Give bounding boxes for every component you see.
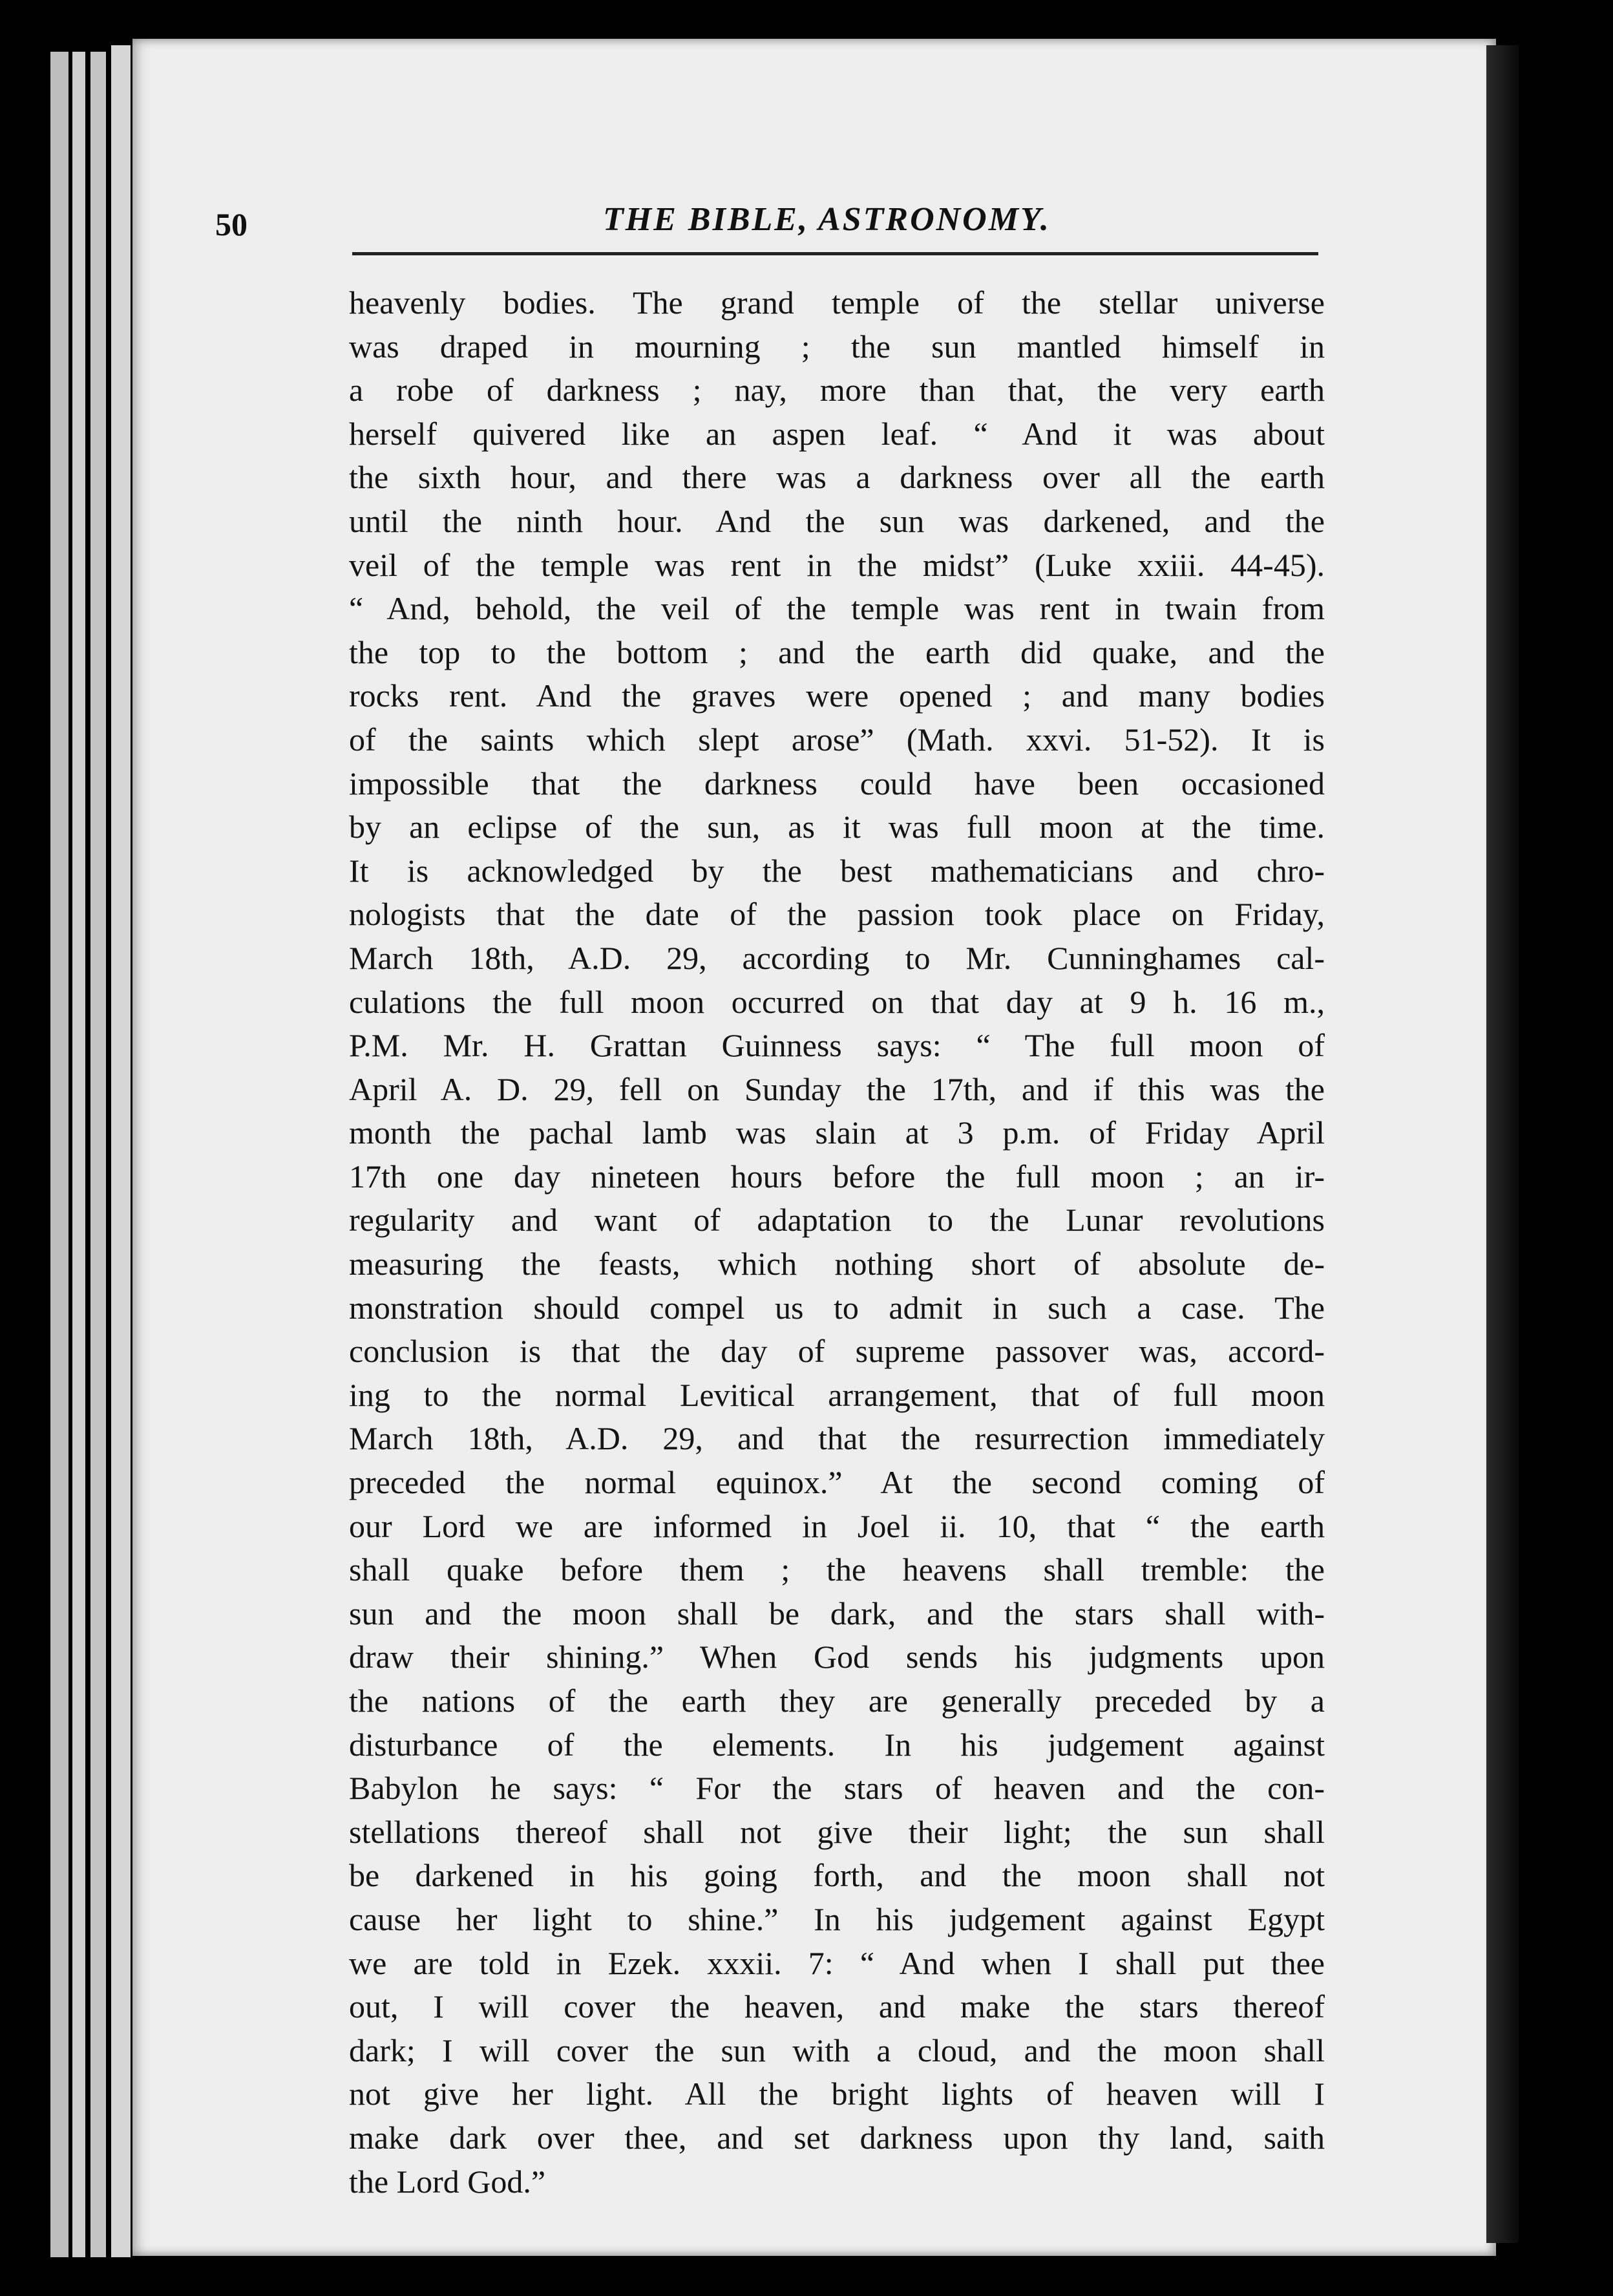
text-line: regularity and want of adaptation to the Lunar revolutions <box>349 1202 1325 1238</box>
text-line: was draped in mourning ; the sun mantled himself in <box>349 328 1325 365</box>
text-line: 17th one day nineteen hours before the full moon ; an ir- <box>349 1158 1325 1195</box>
text-line: stellations thereof shall not give their light; the sun shall <box>349 1813 1325 1850</box>
text-line: It is acknowledged by the best mathematicians and chro- <box>349 852 1325 889</box>
text-line: month the pachal lamb was slain at 3 p.m. of Friday April <box>349 1114 1325 1151</box>
text-line: draw their shining.” When God sends his judgments upon <box>349 1639 1325 1675</box>
page-edge <box>72 52 85 2257</box>
text-line: cause her light to shine.” In his judgement against Egypt <box>349 1900 1325 1937</box>
text-line: April A. D. 29, fell on Sunday the 17th, and if this was the <box>349 1070 1325 1107</box>
text-line: herself quivered like an aspen leaf. “ And it was about <box>349 415 1325 452</box>
text-line: not give her light. All the bright lights of heaven will I <box>349 2076 1325 2112</box>
text-line: the nations of the earth they are generally preceded by a <box>349 1683 1325 1719</box>
text-line: disturbance of the elements. In his judgement against <box>349 1726 1325 1763</box>
text-line: monstration should compel us to admit in such a case. The <box>349 1289 1325 1326</box>
text-line: out, I will cover the heaven, and make the stars thereof <box>349 1988 1325 2025</box>
text-line: impossible that the darkness could have been occasioned <box>349 765 1325 802</box>
text-line: nologists that the date of the passion took place on Friday, <box>349 896 1325 933</box>
text-line: be darkened in his going forth, and the moon shall not <box>349 1857 1325 1894</box>
text-line: the Lord God.” <box>349 2163 546 2200</box>
page-number: 50 <box>215 206 248 242</box>
text-line: dark; I will cover the sun with a cloud, and the moon shall <box>349 2032 1325 2068</box>
running-title: THE BIBLE, ASTRONOMY. <box>603 201 1051 238</box>
text-line: by an eclipse of the sun, as it was full moon at the time. <box>349 809 1325 845</box>
text-line: March 18th, A.D. 29, according to Mr. Cunninghames cal- <box>349 939 1325 976</box>
text-line: until the ninth hour. And the sun was darkened, and the <box>349 502 1325 539</box>
running-head <box>215 194 1340 246</box>
text-line: rocks rent. And the graves were opened ; and many bodies <box>349 677 1325 714</box>
text-line: sun and the moon shall be dark, and the stars shall with- <box>349 1595 1325 1632</box>
page-edge <box>111 45 131 2257</box>
text-line: a robe of darkness ; nay, more than that, the very earth <box>349 372 1325 409</box>
text-line: P.M. Mr. H. Grattan Guinness says: “ The full moon of <box>349 1027 1325 1064</box>
body-text <box>349 281 1325 2204</box>
text-line: March 18th, A.D. 29, and that the resurrection immediately <box>349 1420 1325 1457</box>
text-line: Babylon he says: “ For the stars of heaven and the con- <box>349 1770 1325 1807</box>
text-line: the sixth hour, and there was a darkness over all the earth <box>349 459 1325 496</box>
text-line: of the saints which slept arose” (Math. xxvi. 51-52). It is <box>349 721 1325 758</box>
text-line: the top to the bottom ; and the earth did quake, and the <box>349 633 1325 670</box>
page-edge <box>50 52 69 2257</box>
text-line: we are told in Ezek. xxxii. 7: “ And when I shall put thee <box>349 1944 1325 1981</box>
text-line: make dark over thee, and set darkness upon thy land, saith <box>349 2119 1325 2156</box>
text-line: heavenly bodies. The grand temple of the stellar universe <box>349 284 1325 321</box>
page-edge <box>90 52 106 2257</box>
binding-edge <box>1486 45 1519 2243</box>
text-line: our Lord we are informed in Joel ii. 10, that “ the earth <box>349 1507 1325 1544</box>
text-line: preceded the normal equinox.” At the second coming of <box>349 1464 1325 1501</box>
text-line: veil of the temple was rent in the midst” (Luke xxiii. 44-45). <box>349 546 1325 583</box>
text-line: measuring the feasts, which nothing short of absolute de- <box>349 1246 1325 1282</box>
text-line: shall quake before them ; the heavens shall tremble: the <box>349 1551 1325 1588</box>
text-line: culations the full moon occurred on that day at 9 h. 16 m., <box>349 983 1325 1020</box>
text-line: ing to the normal Levitical arrangement, that of full moon <box>349 1376 1325 1413</box>
text-line: “ And, behold, the veil of the temple was rent in twain from <box>349 590 1325 627</box>
text-line: conclusion is that the day of supreme passover was, accord- <box>349 1333 1325 1370</box>
header-rule <box>352 252 1318 255</box>
